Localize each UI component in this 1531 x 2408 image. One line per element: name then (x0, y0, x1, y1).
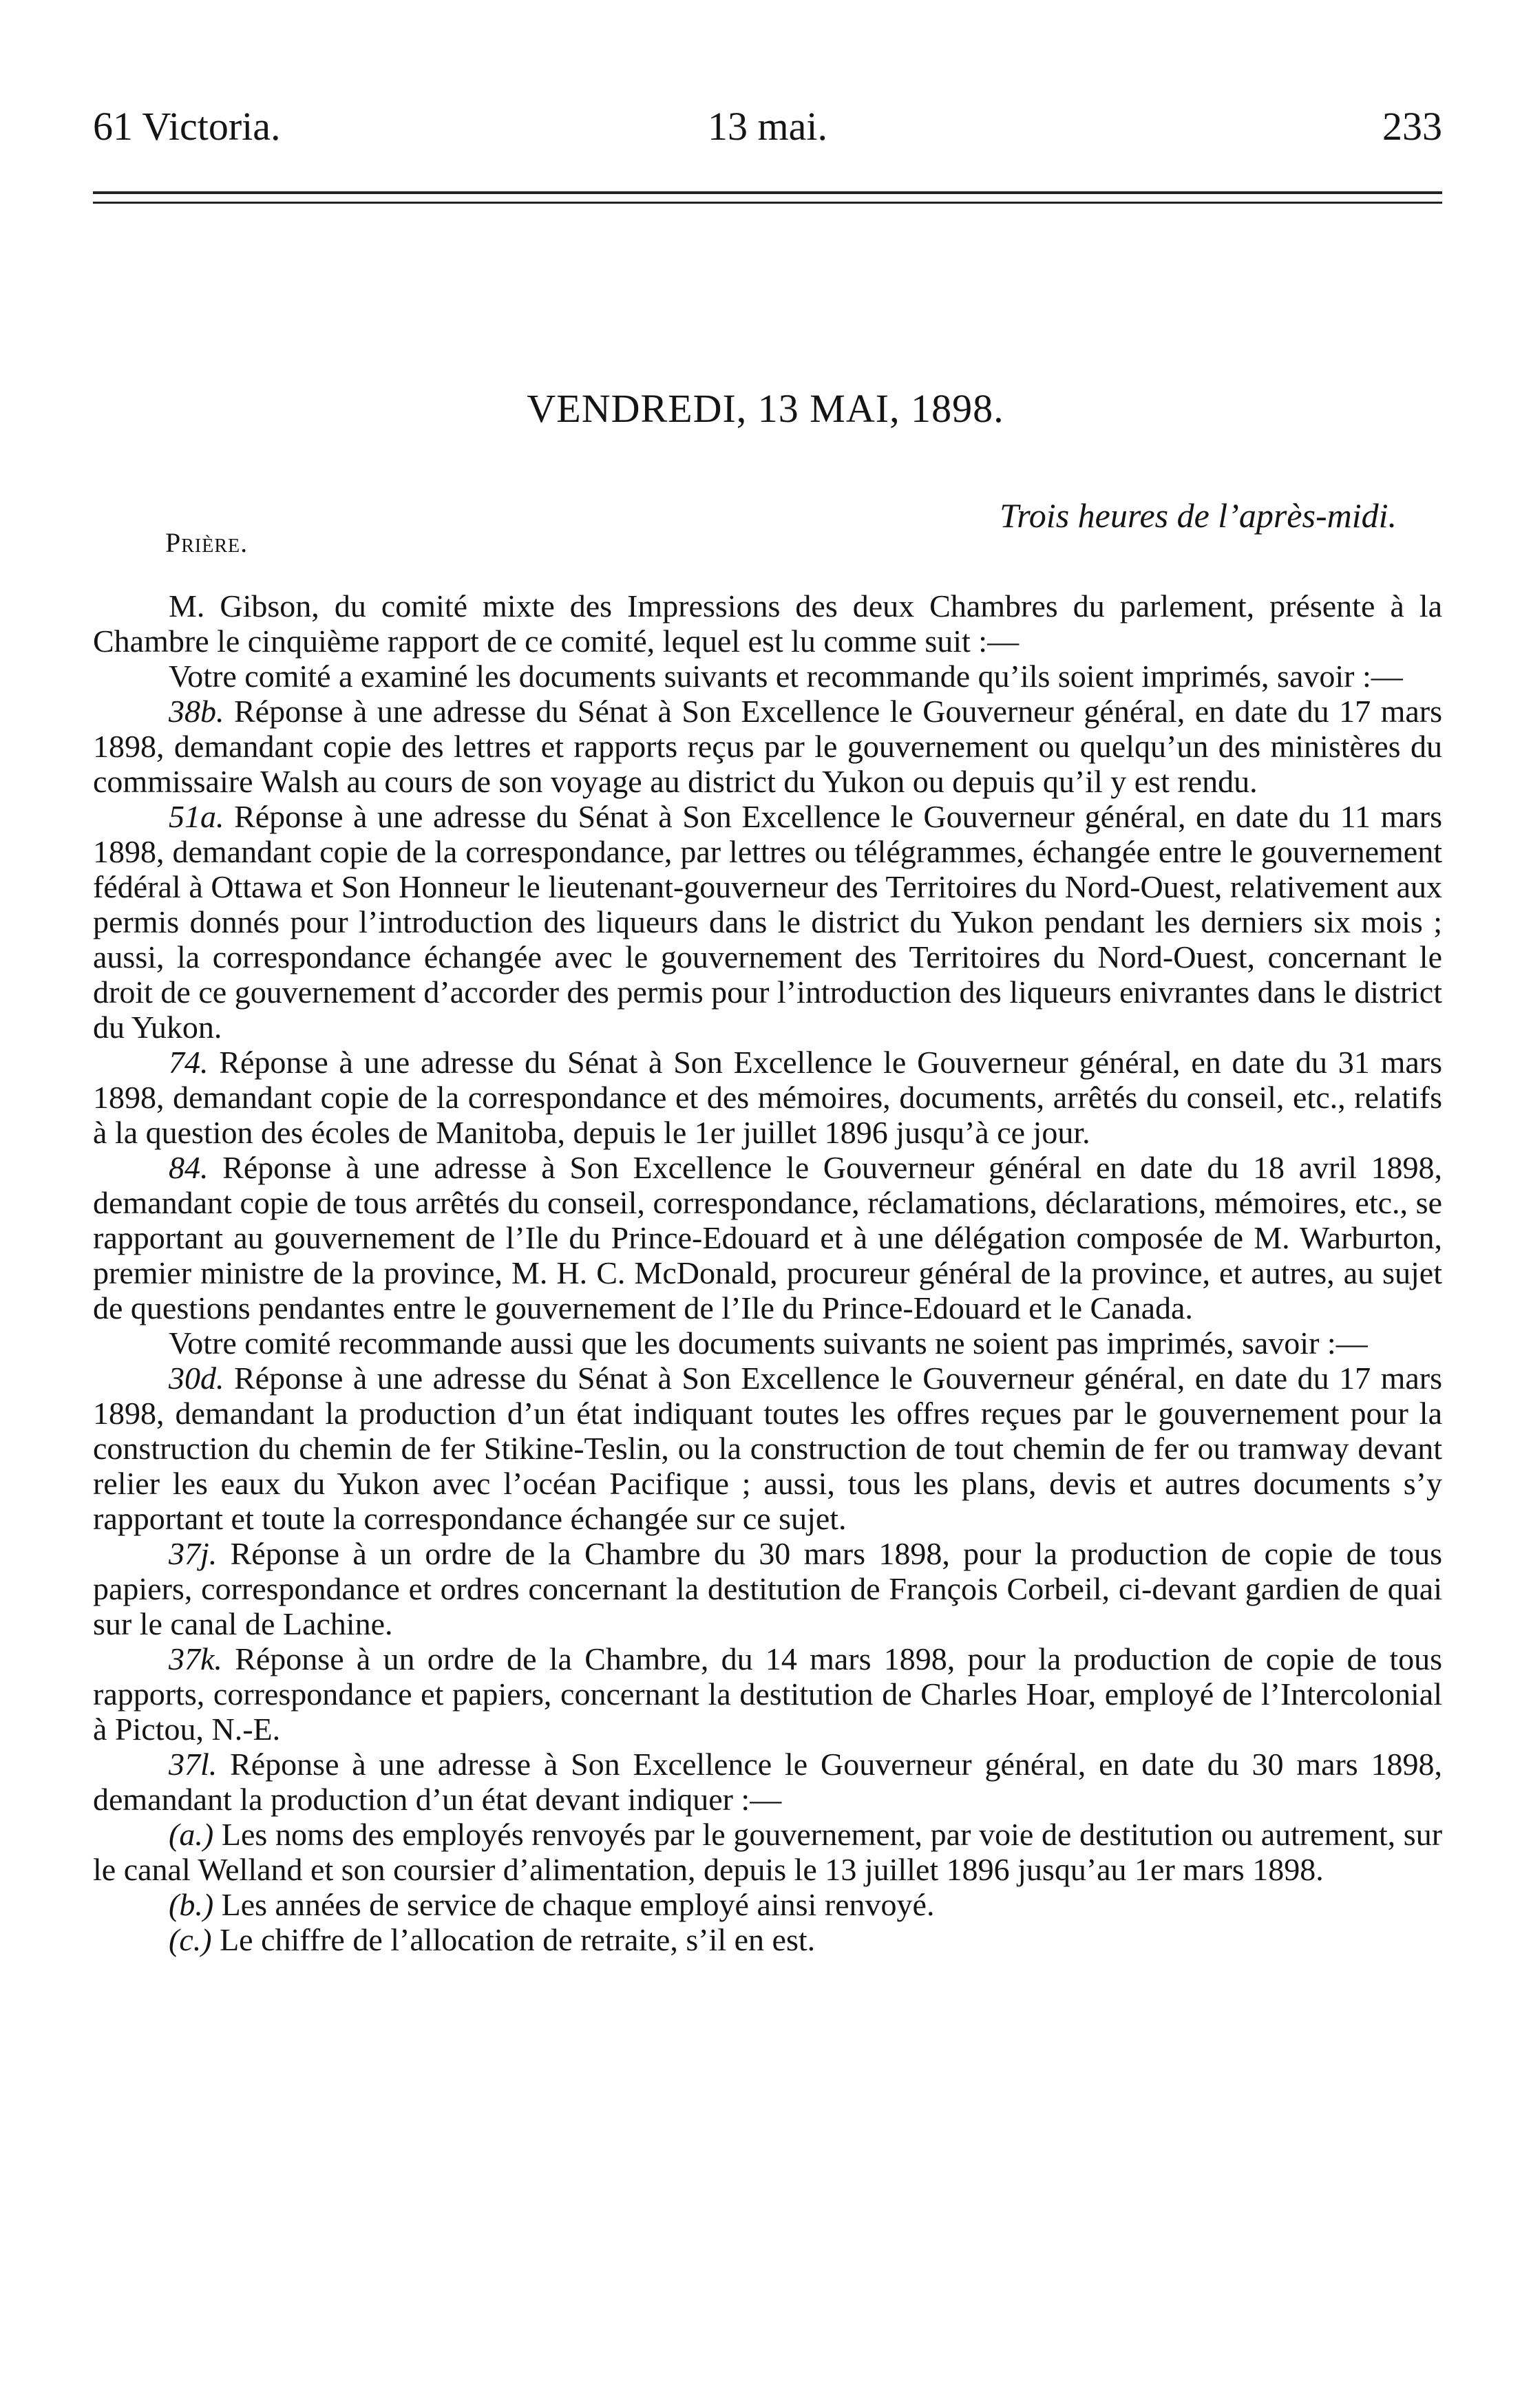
paragraph-text: Votre comité recommande aussi que les documents suivants ne soient pas imprimés, savoir :— (169, 1325, 1368, 1361)
item-number: 30d. (169, 1361, 224, 1396)
paragraph-text: Réponse à une adresse du Sénat à Son Excellence le Gouverneur général, en date du 31 mars 1898, demandant copie de la correspondance et des mémoires, documents, arrêtés du conseil, etc., relatifs à la question des écoles de Manitoba, depuis le 1er juillet 1896 jusqu’à ce jour. (93, 1045, 1443, 1150)
page-number: 233 (1382, 104, 1442, 149)
item-number: 84. (169, 1150, 209, 1185)
item-number: (b.) (169, 1887, 214, 1922)
paragraph (93, 1150, 1442, 1325)
paragraph (93, 659, 1442, 694)
paragraph-text: Réponse à une adresse à Son Excellence le Gouverneur général en date du 18 avril 1898, demandant copie de tous arrêtés du conseil, correspondance, réclamations, déclarations, mémoires, etc., se rapportant au gouvernement de l’Ile du Prince-Edouard et à une délégation composée de M. Warburton, premier ministre de la province, M. H. C. McDonald, procureur général de la province, et autres, au sujet de questions pendantes entre le gouvernement de l’Ile du Prince-Edouard et le Canada. (93, 1150, 1443, 1325)
paragraph-text: Réponse à une adresse à Son Excellence le Gouverneur général, en date du 30 mars 1898, demandant la production d’un état devant indiquer :— (93, 1747, 1442, 1817)
item-number: (a.) (169, 1817, 214, 1852)
paragraph-text: Les noms des employés renvoyés par le gouvernement, par voie de destitution ou autrement, sur le canal Welland et son coursier d’alimentation, depuis le 13 juillet 1896 jusqu’au 1er mars 1898. (93, 1817, 1443, 1887)
paragraph-text: Le chiffre de l’allocation de retraite, s’il en est. (220, 1922, 816, 1957)
item-number: 37l. (169, 1747, 218, 1782)
paragraph (93, 1325, 1442, 1361)
running-header (93, 103, 1442, 151)
item-number: 37k. (169, 1641, 222, 1676)
item-number: 38b. (169, 694, 224, 729)
paragraph-text: M. Gibson, du comité mixte des Impressions des deux Chambres du parlement, présente à la Chambre le cinquième rapport de ce comité, lequel est lu comme suit :— (93, 588, 1442, 659)
paragraph (93, 1045, 1442, 1150)
paragraph (93, 1747, 1442, 1817)
paragraph-text: Réponse à une adresse du Sénat à Son Excellence le Gouverneur général, en date du 11 mars 1898, demandant copie de la correspondance, par lettres ou télégrammes, échangée entre le gouvernement fédéral à Ottawa et Son Honneur le lieutenant-gouverneur des Territoires du Nord-Ouest, relativement aux permis donnés pour l’introduction des liqueurs dans le district du Yukon pendant les derniers six mois ; aussi, la correspondance échangée avec le gouvernement des Territoires du Nord-Ouest, concernant le droit de ce gouvernement d’accorder des permis pour l’introduction des liqueurs enivrantes dans le district du Yukon. (93, 799, 1443, 1045)
paragraph (93, 588, 1442, 659)
paragraph (93, 1536, 1442, 1641)
paragraph (93, 694, 1442, 799)
sitting-date-title: VENDREDI, 13 MAI, 1898. (527, 386, 1004, 431)
item-number: 74. (169, 1045, 209, 1080)
header-rule-bottom (93, 202, 1442, 204)
item-number: 37j. (169, 1536, 218, 1571)
paragraph-text: Réponse à un ordre de la Chambre, du 14 mars 1898, pour la production de copie de tous rapports, correspondance et papiers, concernant la destitution de Charles Hoar, employé de l’Intercolonial à Pictou, N.-E. (93, 1641, 1443, 1747)
paragraph (93, 1922, 1442, 1957)
header-date: 13 mai. (708, 104, 827, 149)
item-number: 51a. (169, 799, 224, 834)
paragraph-text: Réponse à une adresse du Sénat à Son Excellence le Gouverneur général, en date du 17 mars 1898, demandant copie des lettres et rapports reçus par le gouvernement ou quelqu’un des ministères du commissaire Walsh au cours de son voyage au district du Yukon ou depuis qu’il y est rendu. (93, 694, 1443, 799)
sitting-time: Trois heures de l’après-midi. (1000, 496, 1397, 535)
paragraph (93, 1641, 1442, 1747)
prayers-heading: Prière. (165, 527, 249, 558)
paragraph-text: Les années de service de chaque employé ainsi renvoyé. (221, 1887, 935, 1922)
paragraph (93, 1361, 1442, 1536)
paragraph (93, 1887, 1442, 1922)
body-text (93, 588, 1442, 1957)
item-number: (c.) (169, 1922, 212, 1957)
paragraph-text: Réponse à une adresse du Sénat à Son Excellence le Gouverneur général, en date du 17 mars 1898, demandant la production d’un état indiquant toutes les offres reçues par le gouvernement pour la construction du chemin de fer Stikine-Teslin, ou la construction de tout chemin de fer ou tramway devant relier les eaux du Yukon avec l’océan Pacifique ; aussi, tous les plans, devis et autres documents s’y rapportant et toute la correspondance échangée sur ce sujet. (93, 1361, 1443, 1536)
header-session: 61 Victoria. (93, 104, 281, 149)
paragraph (93, 1817, 1442, 1887)
paragraph (93, 799, 1442, 1045)
header-rule-top (93, 191, 1442, 194)
paragraph-text: Votre comité a examiné les documents suivants et recommande qu’ils soient imprimés, savoir :— (169, 659, 1403, 694)
paragraph-text: Réponse à un ordre de la Chambre du 30 mars 1898, pour la production de copie de tous papiers, correspondance et ordres concernant la destitution de François Corbeil, ci-devant gardien de quai sur le canal de Lachine. (93, 1536, 1442, 1641)
